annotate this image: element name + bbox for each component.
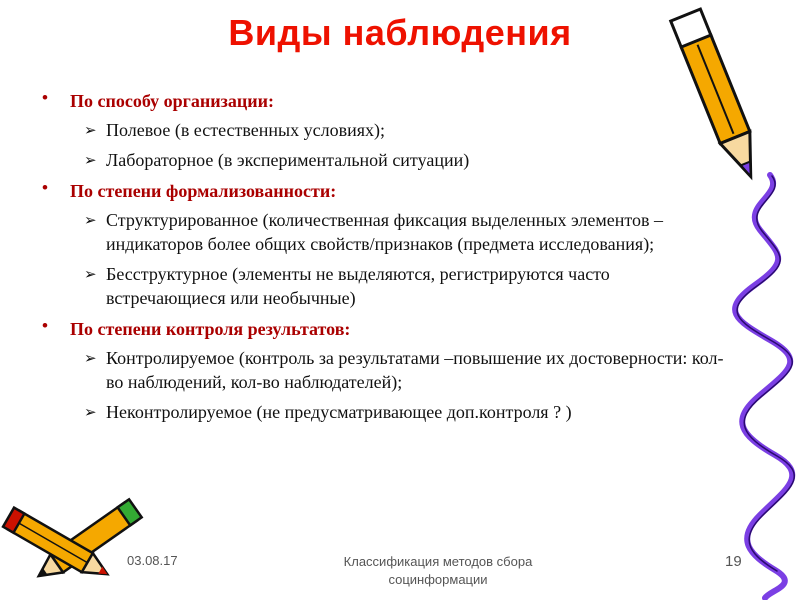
list-item <box>70 118 730 142</box>
section-heading: По способу организации: <box>70 91 274 111</box>
list-item-text: Лабораторное (в экспериментальной ситуации) <box>106 150 470 170</box>
bullet-icon: • <box>42 88 48 107</box>
arrow-bullet-icon: ➢ <box>84 403 97 421</box>
section-heading: По степени формализованности: <box>70 181 337 201</box>
section-control <box>40 316 730 424</box>
footer-caption-line: социнформации <box>388 572 488 587</box>
list-item <box>70 346 730 394</box>
pencils-icon <box>0 478 160 600</box>
list-item-text: Структурированное (количественная фиксация выделенных элементов – индикаторов более общих свойств/признаков (предмета исследования); <box>106 210 663 254</box>
list-item <box>70 208 730 256</box>
section-formalization <box>40 178 730 310</box>
slide-content <box>40 88 730 430</box>
pencil-icon <box>660 0 780 195</box>
footer-caption-line: Классификация методов сбора <box>343 554 533 569</box>
list-item-text: Бесструктурное (элементы не выделяются, регистрируются часто встречающиеся или необычные) <box>106 264 610 308</box>
bullet-icon: • <box>42 316 48 335</box>
footer-caption <box>300 553 576 589</box>
section-organization <box>40 88 730 172</box>
arrow-bullet-icon: ➢ <box>84 349 97 367</box>
bullet-icon: • <box>42 178 48 197</box>
list-item <box>70 262 730 310</box>
squiggle-line-icon <box>730 170 800 600</box>
list-item-text: Полевое (в естественных условиях); <box>106 120 386 140</box>
section-heading: По степени контроля результатов: <box>70 319 351 339</box>
list-item-text: Неконтролируемое (не предусматривающее доп.контроля ? ) <box>106 402 572 422</box>
slide-title: Виды наблюдения <box>228 12 572 53</box>
list-item-text: Контролируемое (контроль за результатами –повышение их достоверности: кол-во наблюдений, кол-во наблюдателей); <box>106 348 724 392</box>
arrow-bullet-icon: ➢ <box>84 151 97 169</box>
arrow-bullet-icon: ➢ <box>84 265 97 283</box>
page-number: 19 <box>725 553 742 570</box>
list-item <box>70 148 730 172</box>
arrow-bullet-icon: ➢ <box>84 121 97 139</box>
arrow-bullet-icon: ➢ <box>84 211 97 229</box>
footer-date: 03.08.17 <box>127 553 178 568</box>
list-item <box>70 400 730 424</box>
